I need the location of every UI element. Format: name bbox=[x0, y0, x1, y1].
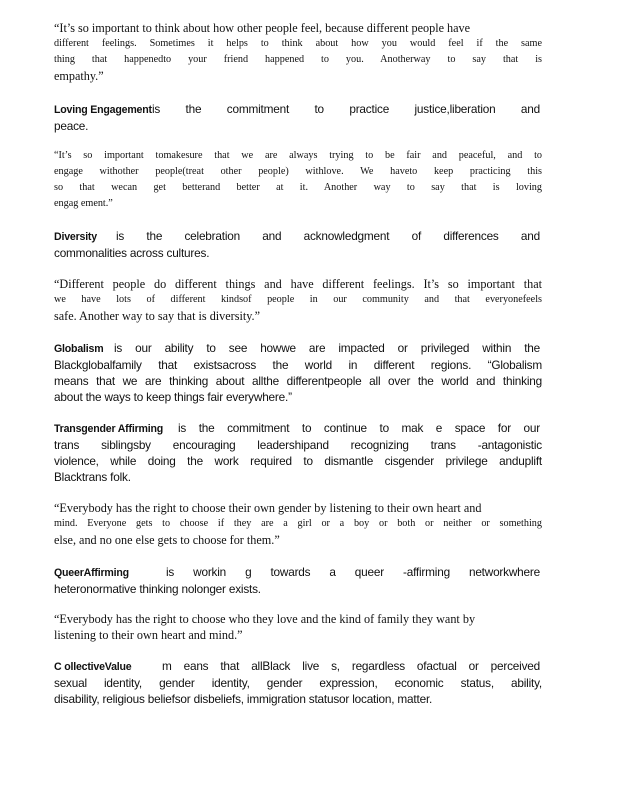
quote-line: we have lots of different kindsof people in our community and that everyonefeels bbox=[54, 294, 542, 305]
definition-text: is our ability to see howwe are impacted or privileged within the bbox=[114, 341, 540, 355]
definition-term: C ollectiveValue bbox=[54, 661, 132, 673]
definition-line: disability, religious beliefsor disbeliefs, immigration statusor location, matter. bbox=[54, 692, 433, 706]
quote-paragraph bbox=[54, 276, 542, 324]
quote-line: empathy.” bbox=[54, 69, 104, 83]
definition-term: Diversity bbox=[54, 231, 97, 243]
definition-term: Loving Engagement bbox=[54, 104, 152, 116]
quote-line: safe. Another way to say that is diversity.” bbox=[54, 309, 261, 323]
definition-text: is workin g towards a queer -affirming networkwhere bbox=[166, 565, 540, 579]
definition-line: Blacktrans folk. bbox=[54, 470, 131, 484]
quote-line: “It’s so important tomakesure that we are always trying to be fair and peaceful, and to bbox=[54, 150, 542, 161]
definition-line: sexual identity, gender identity, gender expression, economic status, ability, bbox=[54, 676, 542, 690]
quote-line: “It’s so important to think about how other people feel, because different people have bbox=[54, 21, 471, 35]
definition-paragraph bbox=[54, 658, 542, 707]
definition-text: is the commitment to practice justice,liberation and bbox=[152, 102, 540, 116]
definition-line bbox=[54, 564, 542, 581]
definition-line bbox=[54, 101, 542, 118]
definition-text: is the celebration and acknowledgment of differences and bbox=[116, 229, 540, 243]
definition-term: Transgender Affirming bbox=[54, 423, 164, 435]
quote-line: engag ement.” bbox=[54, 198, 113, 209]
definition-paragraph bbox=[54, 340, 542, 405]
definition-line bbox=[54, 228, 542, 245]
quote-line: thing that happenedto your friend happened to you. Anotherway to say that is bbox=[54, 54, 542, 65]
quote-paragraph bbox=[54, 148, 542, 212]
definition-text: m eans that allBlack live s, regardless ofactual or perceived bbox=[162, 659, 540, 673]
quote-line: so that wecan get betterand better at it. Another way to say that is loving bbox=[54, 182, 542, 193]
definition-paragraph bbox=[54, 228, 542, 261]
definition-paragraph bbox=[54, 101, 542, 134]
definition-line: Blackglobalfamily that existsacross the world in different regions. “Globalism bbox=[54, 358, 542, 372]
definition-term: QueerAffirming bbox=[54, 567, 129, 579]
quote-line: else, and no one else gets to choose for them.” bbox=[54, 533, 280, 547]
definition-line: peace. bbox=[54, 119, 89, 133]
quote-paragraph bbox=[54, 20, 542, 84]
definition-line bbox=[54, 658, 542, 675]
definition-paragraph bbox=[54, 564, 542, 597]
definition-line: means that we are thinking about allthe differentpeople all over the world and thinking bbox=[54, 374, 542, 388]
definition-line bbox=[54, 340, 542, 357]
definition-line bbox=[54, 420, 542, 437]
quote-line: different feelings. Sometimes it helps to think about how you would feel if the same bbox=[54, 38, 542, 49]
quote-paragraph bbox=[54, 500, 542, 548]
definition-line: heteronormative thinking nolonger exists. bbox=[54, 582, 261, 596]
quote-line: “Everybody has the right to choose who they love and the kind of family they want by bbox=[54, 612, 476, 626]
quote-paragraph bbox=[54, 611, 542, 643]
quote-line: listening to their own heart and mind.” bbox=[54, 628, 243, 642]
quote-line: “Different people do different things and have different feelings. It’s so important that bbox=[54, 277, 542, 291]
definition-line: violence, while doing the work required to dismantle cisgender privilege anduplift bbox=[54, 454, 542, 468]
definition-paragraph bbox=[54, 420, 542, 485]
definition-line: about the ways to keep things fair everywhere.” bbox=[54, 390, 292, 404]
definition-line: trans siblingsby encouraging leadershipand recognizing trans -antagonistic bbox=[54, 438, 542, 452]
definition-text: is the commitment to continue to mak e space for our bbox=[178, 421, 540, 435]
definition-line: commonalities across cultures. bbox=[54, 246, 210, 260]
quote-line: engage withother people(treat other people) withlove. We haveto keep practicing this bbox=[54, 166, 542, 177]
quote-line: “Everybody has the right to choose their own gender by listening to their own heart and bbox=[54, 501, 482, 515]
quote-line: mind. Everyone gets to choose if they are a girl or a boy or both or neither or something bbox=[54, 518, 542, 529]
definition-term: Globalism bbox=[54, 343, 104, 355]
